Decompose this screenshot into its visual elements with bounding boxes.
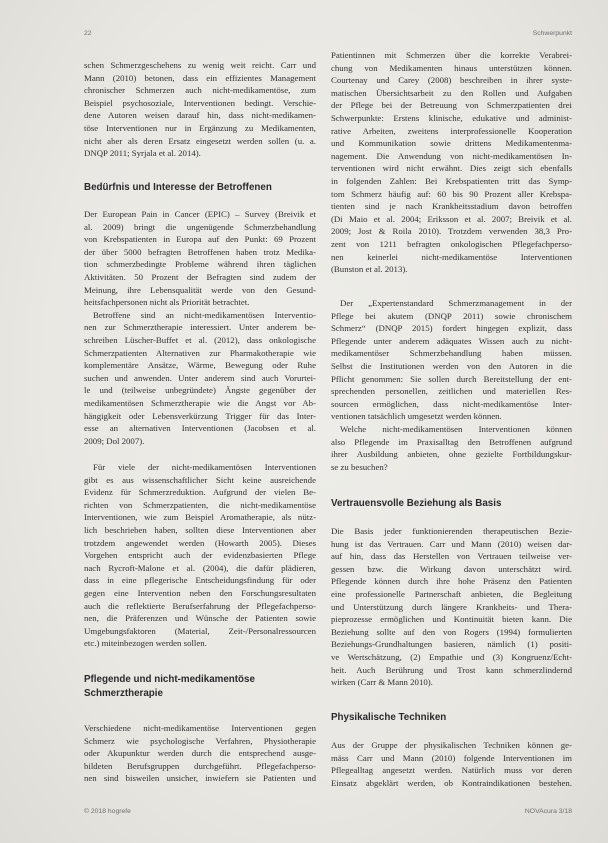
text-line: terventionen wird nicht erwähnt. Dies zeigt sich ebenfalls xyxy=(331,163,572,174)
text-line: Schmerz“ (DNQP 2015) fordert hingegen explizit, dass xyxy=(331,323,572,334)
text-line: tion schmerzbedingte Probleme während ihren täglichen xyxy=(84,259,316,270)
text-line: Einsatz abgeklärt werden, ob Kontraindikationen bestehen. xyxy=(331,777,572,788)
text-line: Die Basis jeder funktionierenden therapeutischen Bezie- xyxy=(331,526,572,536)
text-line: komplementäre Ansätze, Wärme, Bewegung oder Ruhe xyxy=(84,360,316,371)
text-line: Selbst die Institutionen werden von den Autoren in die xyxy=(331,360,572,371)
page-number: 22 xyxy=(84,30,92,37)
text-line: in folgenden Zahlen: Bei Krebspatienten tritt das Symp- xyxy=(331,175,572,186)
text-line: richten von Schmerzpatienten, die nicht-medikamentöse xyxy=(84,499,316,510)
text-line: DNQP 2011; Syrjala et al. 2014). xyxy=(84,148,201,159)
text-line: mäss Carr und Mann (2010) folgende Interventionen im xyxy=(331,752,572,763)
text-line: Patientinnen mit Schmerzen über die korrekte Verabrei- xyxy=(331,50,572,60)
text-line: esse an alternativen Interventionen (Jacobsen et al. xyxy=(84,423,316,434)
text-line: gibt es aus wissenschaftlicher Sicht keine ausreichende xyxy=(84,474,316,485)
text-line: Der European Pain in Cancer (EPIC) – Survey (Breivik et xyxy=(84,209,316,219)
text-line: chronischer Schmerzen auch nicht-medikamentöse, zum xyxy=(84,85,316,96)
paragraph xyxy=(84,461,316,650)
text-line: und Unterstützung durch längere Krankheits- und Thera- xyxy=(331,601,572,612)
section-heading: Physikalische Techniken xyxy=(331,712,447,723)
text-line: (Bunston et al. 2013). xyxy=(331,264,408,275)
text-line: eine professionelle Partnerschaft anbieten, die Begleitung xyxy=(331,588,572,599)
text-line: der Pflege bei der Betreuung von Schmerzpatienten drei xyxy=(331,100,572,111)
text-line: Courtenay und Carey (2008) beschreiben in ihrer syste- xyxy=(331,75,572,86)
text-line: medikamentöser Schmerzbehandlung haben müssen. xyxy=(331,348,572,359)
text-line: sprechenden personellen, zeitlichen und materiellen Res- xyxy=(331,386,572,397)
text-line: dene Autoren weisen darauf hin, dass nicht-medikamen- xyxy=(84,110,316,121)
text-line: auch die reflektierte Berufserfahrung der Pflegefachperso- xyxy=(84,600,316,611)
text-line: rative Arbeiten, zweitens interprofessionelle Kooperation xyxy=(331,125,572,136)
text-line: nen, die Präferenzen und Wünsche der Patienten sowie xyxy=(84,613,316,624)
text-line: Vorgehen entspricht auch der evidenzbasierten Pflege xyxy=(84,550,316,561)
text-line: (Di Maio et al. 2004; Eriksson et al. 2007; Breivik et al. xyxy=(331,213,572,224)
text-line: nicht aber als deren Ersatz eingesetzt werden sollen (u. a. xyxy=(84,135,316,146)
text-line: Pflicht genommen: Sie sollen durch Bereitstellung der ent- xyxy=(331,373,572,384)
text-line: nen sind bisweilen unsicher, inwiefern sie Patienten und xyxy=(84,773,316,784)
text-line: nagement. Die Anwendung von nicht-medikamentösen In- xyxy=(331,150,572,161)
paragraph xyxy=(84,59,316,160)
text-line: suchen und anwenden. Unter anderem sind auch Vorurtei- xyxy=(84,372,316,383)
text-line: hung ist das Vertrauen. Carr und Mann (2010) weisen dar- xyxy=(331,538,572,549)
text-line: pieprozesse ermöglichen und Kontinuität bieten kann. Die xyxy=(331,614,572,625)
text-line: also Pflegende im Praxisalltag den Betroffenen aufgrund xyxy=(331,436,572,447)
text-line: lich beschrieben haben, sollten diese Interventionen aber xyxy=(84,524,316,535)
text-line: wirken (Carr & Mann 2010). xyxy=(331,677,433,688)
text-line: chung von Medikamenten hinaus unterstützen können. xyxy=(331,62,572,73)
text-line: Der „Expertenstandard Schmerzmanagement in der xyxy=(340,298,572,308)
text-line: matischen Übersichtsarbeit zu den Rollen und Aufgaben xyxy=(331,87,572,98)
issue-label: NOVAcura 3/18 xyxy=(524,808,572,815)
text-line: Beispiel psychosoziale, Interventionen bedingt. Verschie- xyxy=(84,97,316,108)
text-line: auf hin, dass das Herstellen von Vertrauen teilweise ver- xyxy=(331,551,572,562)
text-line: Beziehung sollte auf den von Rogers (1994) formulierten xyxy=(331,626,572,637)
text-line: Interventionen, wie zum Beispiel Aromatherapie, als nütz- xyxy=(84,512,316,523)
text-line: 2009; Dol 2007). xyxy=(84,435,145,446)
text-line: nen keinerlei nicht-medikamentöse Interventionen xyxy=(331,251,572,262)
text-line: Aktivitäten. 50 Prozent der Befragten sind zudem der xyxy=(84,271,316,282)
text-line: töse Interventionen nur in Ergänzung zu Medikamenten, xyxy=(84,122,316,133)
text-line: tienten sind je nach Krankheitsstadium davon betroffen xyxy=(331,201,572,212)
text-line: Schmerz wie psychologische Verfahren, Physiotherapie xyxy=(84,735,316,746)
text-line: Mann (2010) betonen, dass ein effizientes Management xyxy=(84,72,316,83)
running-title: Schwerpunkt xyxy=(532,30,572,37)
text-line: gessen bzw. die Wirkung davon unterschätzt wird. xyxy=(331,563,572,574)
text-line: Evidenz für Schmerzreduktion. Aufgrund der vielen Be- xyxy=(84,487,316,498)
text-line: se zu besuchen? xyxy=(331,461,388,472)
text-line: medikamentösen Schmerztherapie wie die Angst vor Ab- xyxy=(84,397,316,408)
text-line: Beziehungs-Grundhaltungen basieren, nämlich (1) positi- xyxy=(331,639,572,650)
copyright-notice: © 2018 hogrefe xyxy=(84,808,131,815)
text-line: Umgebungsfaktoren (Material, Zeit-/Personalressourcen xyxy=(84,625,316,636)
text-line: Pflegende können durch ihre hohe Präsenz den Patienten xyxy=(331,576,572,587)
text-line: von Krebspatienten in Europa auf den Punkt: 69 Prozent xyxy=(84,234,316,245)
text-line: heit. Auch Berührung und Trost kann schmerzlindernd xyxy=(331,664,572,675)
text-line: zent von 1211 befragten onkologischen Pflegefachperso- xyxy=(331,238,572,249)
text-line: Welche nicht-medikamentösen Interventionen können xyxy=(340,423,572,434)
text-line: al. 2009) bringt die ungenügende Schmerzbehandlung xyxy=(84,221,316,232)
text-line: Schwerpunkte: Erstens klinische, edukative und administ- xyxy=(331,112,572,123)
text-line: bildeten Berufsgruppen durchgeführt. Pflegefachperso- xyxy=(84,760,316,771)
text-line: 2009; Jost & Roila 2010). Trotzdem verwenden 38,3 Pro- xyxy=(331,226,572,237)
text-line: der über 5000 befragten Betroffenen haben trotz Medika- xyxy=(84,246,316,257)
text-line: ventionen tatsächlich umgesetzt werden können. xyxy=(331,411,502,422)
paragraph xyxy=(84,208,316,447)
text-line: nach Rycroft-Malone et al. (2004), die dafür plädieren, xyxy=(84,562,316,573)
section-heading xyxy=(84,673,316,701)
text-line: nen zur Schmerztherapie interessiert. Unter anderem be- xyxy=(84,322,316,333)
text-line: schreiben Lüscher-Buffet et al. (2012), dass onkologische xyxy=(84,334,316,345)
text-line: Für viele der nicht-medikamentösen Interventionen xyxy=(93,462,316,472)
text-line: Schmerzpatienten Alternativen zur Pharmakotherapie wie xyxy=(84,347,316,358)
text-line: gegen eine Intervention neben den Forschungsresultaten xyxy=(84,587,316,598)
text-line: heitsfachpersonen nicht als Priorität betrachtet. xyxy=(84,297,250,308)
section-heading: Bedürfnis und Interesse der Betroffenen xyxy=(84,182,272,193)
text-line: trotzdem angewendet werden (Howarth 2005). Dieses xyxy=(84,537,316,548)
text-line: hängigkeit oder Lebensverkürzung Trigger für das Inter- xyxy=(84,410,316,421)
text-line: Verschiedene nicht-medikamentöse Interventionen gegen xyxy=(84,723,316,733)
text-line: tom Schmerz häufig auf: 60 bis 90 Prozent aller Krebspa- xyxy=(331,188,572,199)
text-line: Meinung, ihre Lebensqualität werde von den Gesund- xyxy=(84,284,316,295)
text-line: Betroffene sind an nicht-medikamentösen Interventio- xyxy=(93,309,316,320)
paragraph xyxy=(331,525,572,689)
text-line: schen Schmerzgeschehens zu wenig weit reicht. Carr und xyxy=(84,60,316,70)
paragraph xyxy=(84,722,316,785)
text-line: le und (teilweise unbegründete) Ängste gegenüber der xyxy=(84,385,316,396)
text-line: sourcen ermöglichen, dass nicht-medikamentöse Inter- xyxy=(331,398,572,409)
text-line: etc.) miteinbezogen werden sollen. xyxy=(84,638,207,649)
text-line: und Kommunikation sowie drittens Medikamentenma- xyxy=(331,138,572,149)
text-line: ihrer Ausbildung anbieten, ohne gezielte Fortbildungskur- xyxy=(331,449,572,460)
paragraph xyxy=(331,49,572,276)
text-line: Pflegealltag angesetzt werden. Natürlich muss vor deren xyxy=(331,765,572,776)
text-line: ve Wertschätzung, (2) Empathie und (3) Kongruenz/Echt- xyxy=(331,651,572,662)
text-line: Pflege bei akutem (DNQP 2011) sowie chronischem xyxy=(331,310,572,321)
section-heading: Vertrauensvolle Beziehung als Basis xyxy=(331,498,502,509)
heading-line: Schmerztherapie xyxy=(84,688,163,699)
paragraph xyxy=(331,739,572,789)
paragraph xyxy=(331,297,572,473)
text-line: Pflegende unter anderem adäquates Wissen auch zu nicht- xyxy=(331,335,572,346)
text-line: Aus der Gruppe der physikalischen Techniken können ge- xyxy=(331,740,572,750)
text-line: dass in eine pflegerische Entscheidungsfindung für oder xyxy=(84,575,316,586)
text-line: oder Akupunktur werden durch die entsprechend ausge- xyxy=(84,748,316,759)
heading-line: Pflegende und nicht-medikamentöse xyxy=(84,674,255,685)
